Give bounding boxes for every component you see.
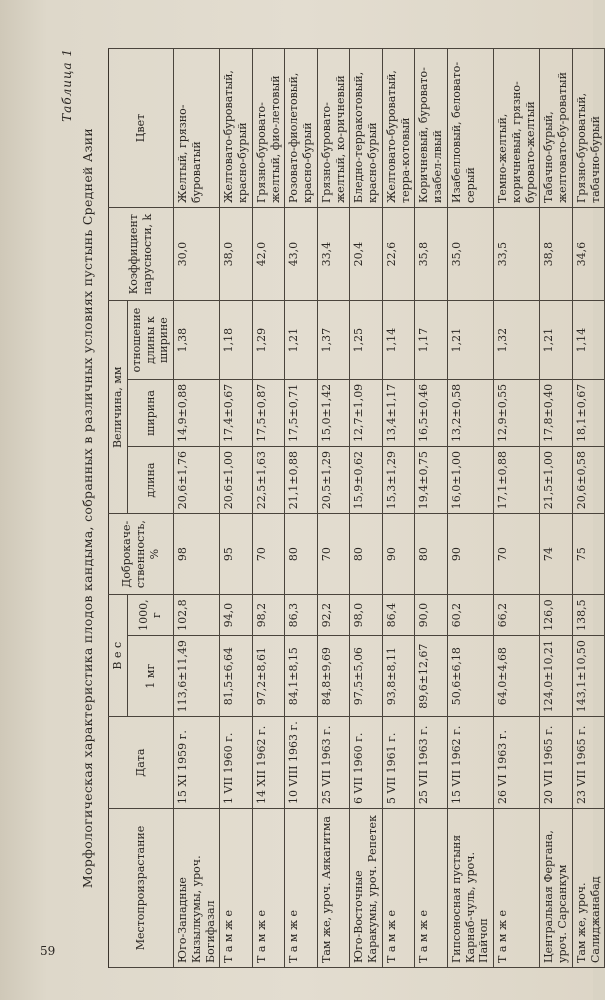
cell-wid: 15,0±1,42 [317,379,350,446]
header-location: Местопроизрастание [109,809,174,968]
cell-color: Желтовато-буроватый, красно-бурый [220,49,253,208]
cell-q: 70 [317,514,350,595]
cell-len: 19,4±0,75 [415,447,448,514]
cell-date: 14 XII 1962 г. [252,717,285,809]
cell-w1000: 86,3 [285,595,318,636]
header-weight-1: 1 мг [127,636,173,717]
cell-date: 6 VII 1960 г. [350,717,383,809]
table-row [572,49,605,968]
cell-q: 95 [220,514,253,595]
cell-date: 23 VII 1965 г. [572,717,605,809]
cell-len: 21,5±1,00 [540,447,573,514]
cell-ratio: 1,32 [494,301,540,379]
cell-k: 34,6 [572,208,605,301]
cell-color: Бледно-терракотовый, красно-бурый [350,49,383,208]
table-body [174,49,605,968]
cell-date: 26 VI 1963 г. [494,717,540,809]
cell-w1000: 66,2 [494,595,540,636]
cell-date: 25 VII 1963 г. [415,717,448,809]
cell-color: Желтовато-буроватый, терра-котовый [382,49,415,208]
cell-w1: 64,0±4,68 [494,636,540,717]
cell-w1: 84,1±8,15 [285,636,318,717]
cell-k: 35,0 [447,208,493,301]
cell-color: Изабелловый, беловато-серый [447,49,493,208]
cell-color: Желтый, грязно-буроватый [174,49,220,208]
cell-q: 70 [494,514,540,595]
header-ratio: отношение длины к ширине [127,301,173,379]
cell-ratio: 1,25 [350,301,383,379]
cell-ratio: 1,29 [252,301,285,379]
cell-k: 35,8 [415,208,448,301]
header-quality: Доброкаче-ственность, % [109,514,174,595]
cell-wid: 16,5±0,46 [415,379,448,446]
cell-len: 16,0±1,00 [447,447,493,514]
table-row [350,49,383,968]
table-row [540,49,573,968]
cell-len: 20,6±1,00 [220,447,253,514]
table-row [415,49,448,968]
cell-q: 80 [350,514,383,595]
cell-date: 15 VII 1962 г. [447,717,493,809]
cell-k: 43,0 [285,208,318,301]
cell-date: 10 VIII 1963 г. [285,717,318,809]
cell-k: 42,0 [252,208,285,301]
cell-date: 1 VII 1960 г. [220,717,253,809]
cell-w1000: 98,2 [252,595,285,636]
cell-w1: 97,5±5,06 [350,636,383,717]
cell-ratio: 1,21 [285,301,318,379]
cell-ratio: 1,18 [220,301,253,379]
table-row [174,49,220,968]
cell-w1: 113,6±11,49 [174,636,220,717]
cell-place: Там же, уроч. Аякагитма [317,809,350,968]
page-number: 59 [40,944,56,958]
cell-ratio: 1,17 [415,301,448,379]
cell-ratio: 1,21 [447,301,493,379]
header-width: ширина [127,379,173,446]
cell-ratio: 1,14 [572,301,605,379]
cell-q: 75 [572,514,605,595]
cell-q: 80 [415,514,448,595]
table-label: Таблица 1 [60,48,74,122]
table-row [317,49,350,968]
cell-color: Грязно-буровато-желтый, ко-ричневый [317,49,350,208]
cell-k: 33,4 [317,208,350,301]
cell-wid: 12,7±1,09 [350,379,383,446]
cell-w1: 97,2±8,61 [252,636,285,717]
cell-color: Грязно-буроватый, табачно-бурый [572,49,605,208]
header-pubescence: Коэффициент парусности, k [109,208,174,301]
cell-wid: 17,5±0,87 [252,379,285,446]
cell-wid: 12,9±0,55 [494,379,540,446]
cell-w1000: 138,5 [572,595,605,636]
cell-color: Темно-желтый, коричневый, грязно-буровато-желтый [494,49,540,208]
cell-len: 17,1±0,88 [494,447,540,514]
cell-w1: 84,8±9,69 [317,636,350,717]
cell-place: Т а м ж е [494,809,540,968]
cell-len: 20,6±0,58 [572,447,605,514]
cell-len: 20,6±1,76 [174,447,220,514]
cell-color: Розовато-фиолетовый, красно-бурый [285,49,318,208]
data-table [108,48,605,968]
cell-w1: 143,1±10,50 [572,636,605,717]
cell-q: 98 [174,514,220,595]
cell-w1000: 126,0 [540,595,573,636]
table-row [447,49,493,968]
cell-len: 22,5±1,63 [252,447,285,514]
cell-place: Гипсоносная пустыня Карнаб-чуль, уроч. Пайчоп [447,809,493,968]
cell-place: Т а м ж е [382,809,415,968]
cell-color: Табачно-бурый, желтовато-бу-роватый [540,49,573,208]
cell-ratio: 1,21 [540,301,573,379]
cell-k: 30,0 [174,208,220,301]
cell-w1: 50,6±6,18 [447,636,493,717]
cell-q: 70 [252,514,285,595]
cell-k: 22,6 [382,208,415,301]
cell-date: 15 XI 1959 г. [174,717,220,809]
cell-w1000: 60,2 [447,595,493,636]
header-size: Величина, мм [109,301,128,514]
cell-q: 74 [540,514,573,595]
cell-wid: 14,9±0,88 [174,379,220,446]
cell-date: 25 VII 1963 г. [317,717,350,809]
cell-place: Там же, уроч. Салиджанабад [572,809,605,968]
cell-w1000: 86,4 [382,595,415,636]
cell-wid: 13,4±1,17 [382,379,415,446]
header-weight-1000: 1000, г [127,595,173,636]
cell-k: 33,5 [494,208,540,301]
cell-wid: 17,8±0,40 [540,379,573,446]
cell-w1000: 94,0 [220,595,253,636]
cell-place: Центральная Фергана, уроч. Сарсанкум [540,809,573,968]
cell-w1: 93,8±8,11 [382,636,415,717]
table-row [220,49,253,968]
cell-len: 15,3±1,29 [382,447,415,514]
cell-place: Т а м ж е [220,809,253,968]
table-row [252,49,285,968]
cell-q: 80 [285,514,318,595]
table-row [494,49,540,968]
cell-date: 5 VII 1961 г. [382,717,415,809]
cell-w1: 89,6±12,67 [415,636,448,717]
rotated-table-block [60,48,602,968]
cell-w1000: 102,8 [174,595,220,636]
header-weight: В е с [109,595,128,717]
cell-q: 90 [382,514,415,595]
table-row [285,49,318,968]
cell-ratio: 1,38 [174,301,220,379]
cell-wid: 17,4±0,67 [220,379,253,446]
cell-ratio: 1,37 [317,301,350,379]
cell-k: 38,0 [220,208,253,301]
cell-place: Юго-Западные Кызылкумы, уроч. Богифазал [174,809,220,968]
cell-wid: 17,5±0,71 [285,379,318,446]
cell-place: Т а м ж е [285,809,318,968]
cell-len: 15,9±0,62 [350,447,383,514]
cell-len: 20,5±1,29 [317,447,350,514]
cell-color: Грязно-буровато-желтый, фио-летовый [252,49,285,208]
cell-k: 20,4 [350,208,383,301]
cell-w1000: 90,0 [415,595,448,636]
cell-len: 21,1±0,88 [285,447,318,514]
cell-w1000: 98,0 [350,595,383,636]
cell-w1000: 92,2 [317,595,350,636]
cell-color: Коричневый, буровато-изабел-лвый [415,49,448,208]
cell-q: 90 [447,514,493,595]
table-caption: Морфологическая характеристика плодов кандыма, собранных в различных условиях пустынь Средней Азии [80,127,95,889]
cell-k: 38,8 [540,208,573,301]
cell-w1: 124,0±10,21 [540,636,573,717]
cell-place: Юго-Восточные Каракумы, уроч. Репетек [350,809,383,968]
header-color: Цвет [109,49,174,208]
header-date: Дата [109,717,174,809]
cell-wid: 18,1±0,67 [572,379,605,446]
cell-w1: 81,5±6,64 [220,636,253,717]
cell-ratio: 1,14 [382,301,415,379]
header-length: длина [127,447,173,514]
cell-date: 20 VII 1965 г. [540,717,573,809]
cell-place: Т а м ж е [252,809,285,968]
table-row [382,49,415,968]
cell-wid: 13,2±0,58 [447,379,493,446]
cell-place: Т а м ж е [415,809,448,968]
